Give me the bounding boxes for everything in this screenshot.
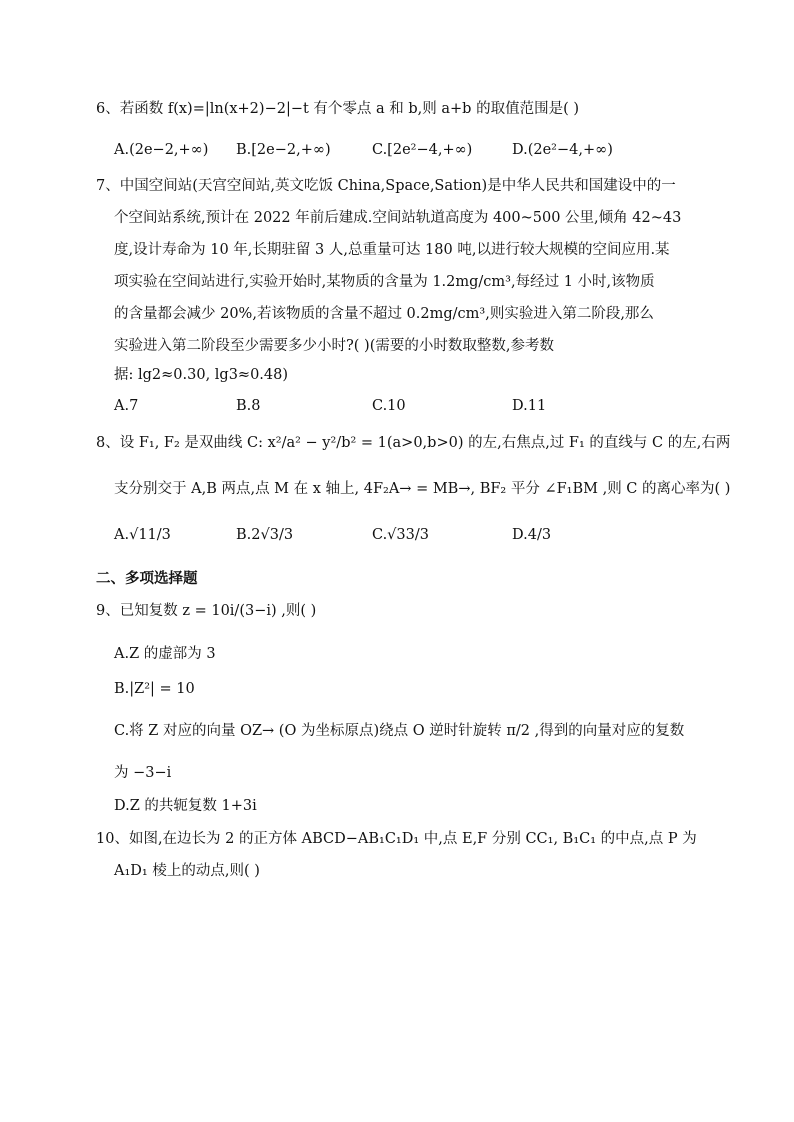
- q8-option-d: D.4/3: [512, 527, 552, 543]
- q7-line-6: 实验进入第二阶段至少需要多少小时?( )(需要的小时数取整数,参考数: [114, 338, 554, 354]
- q9-option-a: A.Z 的虚部为 3: [114, 646, 216, 662]
- q7-option-b: B.8: [236, 398, 261, 414]
- q9-option-d: D.Z 的共轭复数 1+3i: [114, 798, 257, 814]
- q8-option-c: C.√33/3: [372, 527, 429, 543]
- q9-option-c-line-2: 为 −3−i: [114, 765, 172, 781]
- q9-option-b: B.|Z²| = 10: [114, 681, 195, 697]
- q7-line-2: 个空间站系统,预计在 2022 年前后建成.空间站轨道高度为 400~500 公里,倾角 42~43: [114, 210, 682, 226]
- q8-line-2: 支分别交于 A,B 两点,点 M 在 x 轴上, 4F₂A→ = MB→, BF₂ 平分 ∠F₁BM ,则 C 的离心率为( ): [114, 481, 731, 497]
- q7-line-3: 度,设计寿命为 10 年,长期驻留 3 人,总重量可达 180 吨,以进行较大规模的空间应用.某: [114, 242, 670, 258]
- q7-line-7: 据: lg2≈0.30, lg3≈0.48): [114, 367, 289, 383]
- q8-option-a: A.√11/3: [114, 527, 171, 543]
- section-heading: 二、多项选择题: [96, 571, 198, 587]
- q7-line-5: 的含量都会减少 20%,若该物质的含量不超过 0.2mg/cm³,则实验进入第二阶段,那么: [114, 306, 654, 322]
- q7-option-d: D.11: [512, 398, 547, 414]
- q7-option-a: A.7: [114, 398, 139, 414]
- q6-option-b: B.[2e−2,+∞): [236, 142, 331, 158]
- q6-option-d: D.(2e²−4,+∞): [512, 142, 613, 158]
- q9-option-c-line-1: C.将 Z 对应的向量 OZ→ (O 为坐标原点)绕点 O 逆时针旋转 π/2 ,得到的向量对应的复数: [114, 723, 685, 739]
- q9-stem: 9、已知复数 z = 10i/(3−i) ,则( ): [96, 603, 317, 619]
- q10-line-1: 10、如图,在边长为 2 的正方体 ABCD−AB₁C₁D₁ 中,点 E,F 分别 CC₁, B₁C₁ 的中点,点 P 为: [96, 831, 697, 847]
- q7-line-4: 项实验在空间站进行,实验开始时,某物质的含量为 1.2mg/cm³,每经过 1 小时,该物质: [114, 274, 655, 290]
- q6-option-a: A.(2e−2,+∞): [114, 142, 209, 158]
- q10-line-2: A₁D₁ 棱上的动点,则( ): [114, 863, 260, 879]
- q6-option-c: C.[2e²−4,+∞): [372, 142, 473, 158]
- q6-stem: 6、若函数 f(x)=|ln(x+2)−2|−t 有个零点 a 和 b,则 a+b 的取值范围是( ): [96, 101, 579, 117]
- q7-option-c: C.10: [372, 398, 406, 414]
- q8-line-1: 8、设 F₁, F₂ 是双曲线 C: x²/a² − y²/b² = 1(a>0,b>0) 的左,右焦点,过 F₁ 的直线与 C 的左,右两: [96, 435, 731, 451]
- q7-line-1: 7、中国空间站(天宫空间站,英文吃饭 China,Space,Sation)是中华人民共和国建设中的一: [96, 178, 676, 194]
- q8-option-b: B.2√3/3: [236, 527, 294, 543]
